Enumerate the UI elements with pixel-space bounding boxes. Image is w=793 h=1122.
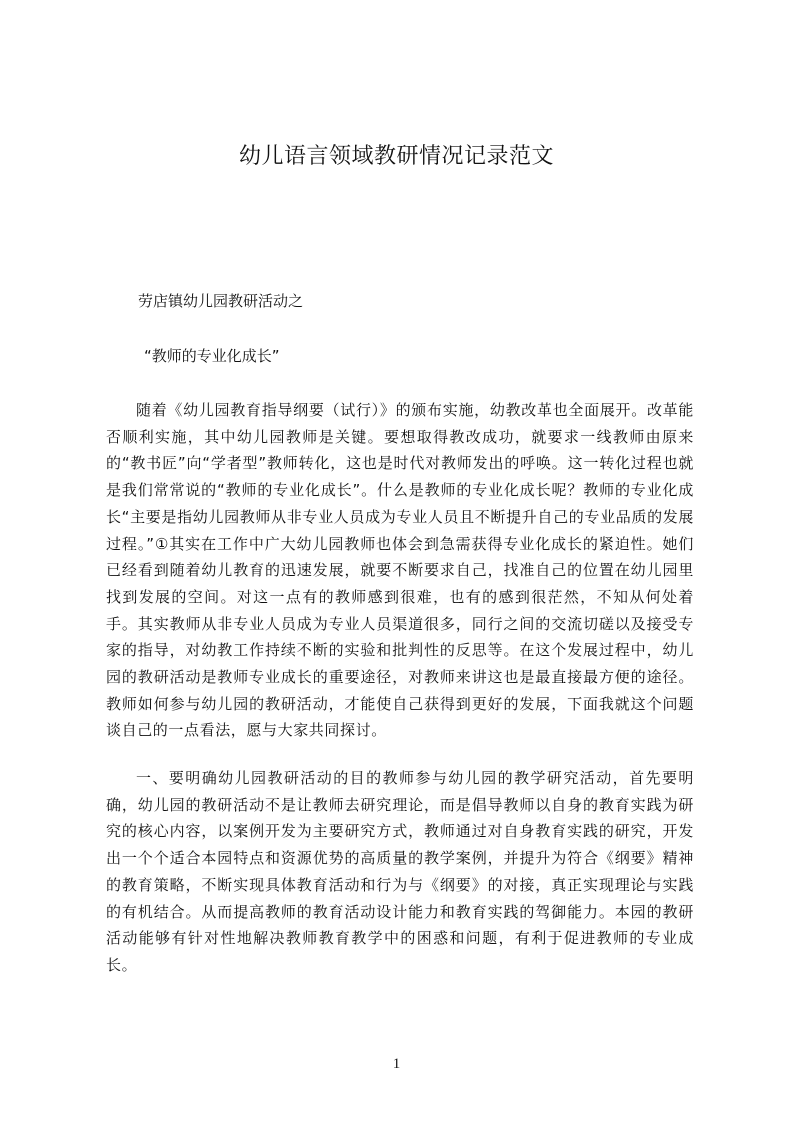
page-number: 1 <box>392 1056 401 1072</box>
body-paragraph-2: 一、要明确幼儿园教研活动的目的教师参与幼儿园的教学研究活动，首先要明确，幼儿园的教研活动不是让教师去研究理论，而是倡导教师以自身的教育实践为研究的核心内容，以案例开发为主要研究方式，教师通过对自身教育实践的研究，开发出一个个适合本园特点和资源优势的高质量的教学案例，并提升为符合《纲要》精神的教育策略，不断实现具体教育活动和行为与《纲要》的对接，真正实现理论与实践的有机结合。从而提高教师的教育活动设计能力和教育实践的驾御能力。本园的教研活动能够有针对性地解决教师教育教学中的困惑和问题，有利于促进教师的专业成长。 <box>106 769 694 974</box>
body-paragraph-1: 随着《幼儿园教育指导纲要（试行）》的颁布实施，幼教改革也全面展开。改革能否顺利实施，其中幼儿园教师是关键。要想取得教改成功，就要求一线教师由原来的“教书匠”向“学者型”教师转化，这也是时代对教师发出的呼唤。这一转化过程也就是我们常常说的“教师的专业化成长”。什么是教师的专业化成长呢？教师的专业化成长“主要是指幼儿园教师从非专业人员成为专业人员且不断提升自己的专业品质的发展过程。”①其实在工作中广大幼儿园教师也体会到急需获得专业化成长的紧迫性。她们已经看到随着幼儿教育的迅速发展，就要不断要求自己，找准自己的位置在幼儿园里找到发展的空间。对这一点有的教师感到很难，也有的感到很茫然，不知从何处着手。其实教师从非专业人员成为专业人员渠道很多，同行之间的交流切磋以及接受专家的指导，对幼教工作持续不断的实验和批判性的反思等。在这个发展过程中，幼儿园的教研活动是教师专业成长的重要途径，对教师来讲这也是最直接最方便的途径。教师如何参与幼儿园的教研活动，才能使自己获得到更好的发展，下面我就这个问题谈自己的一点看法，愿与大家共同探讨。 <box>106 401 694 740</box>
subtitle-line-1: 劳店镇幼儿园教研活动之 <box>138 292 304 310</box>
subtitle-line-2: “教师的专业化成长” <box>144 347 280 365</box>
document-title: 幼儿语言领域教研情况记录范文 <box>238 144 554 169</box>
